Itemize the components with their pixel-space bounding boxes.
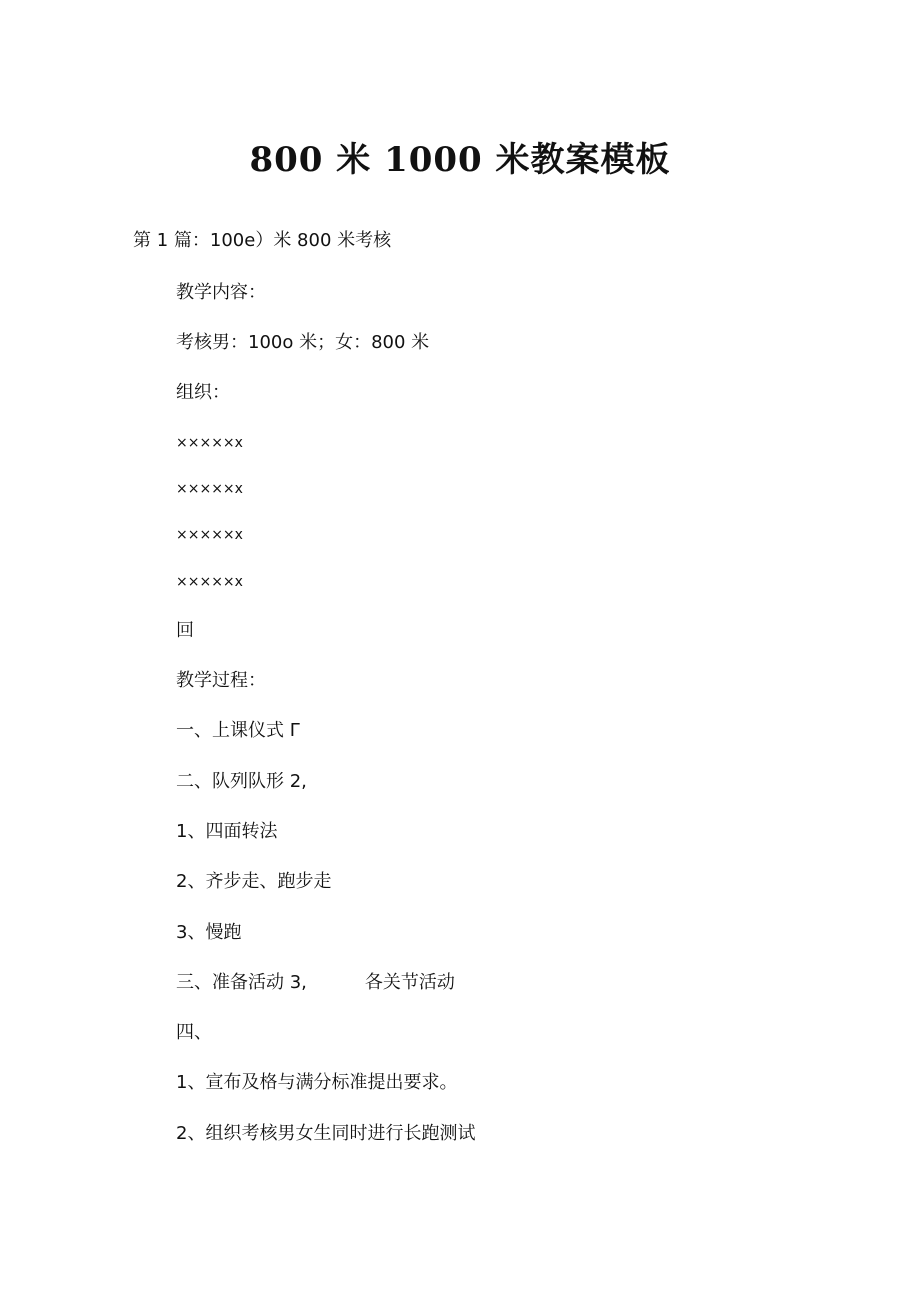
substep-jogging: 3、慢跑 <box>176 922 242 943</box>
step-opening-ceremony: 一、上课仪式 Γ <box>176 720 300 741</box>
substep-announce-standards: 1、宣布及格与满分标准提出要求。 <box>176 1072 458 1093</box>
formation-row: ×××××x <box>176 435 243 451</box>
step-four: 四、 <box>176 1022 212 1043</box>
formation-row: ×××××x <box>176 574 243 590</box>
warmup-note: 各关节活动 <box>364 972 455 993</box>
step-formation-drill: 二、队列队形 2, <box>176 771 307 792</box>
assessment-distance-line: 考核男：100o 米；女：800 米 <box>176 332 430 353</box>
warmup-label: 三、准备活动 3, <box>176 972 307 993</box>
substep-facing-turns: 1、四面转法 <box>176 821 278 842</box>
formation-row: ×××××x <box>176 481 243 497</box>
step-warmup <box>176 971 455 995</box>
section-heading: 第 1 篇：100e）米 800 米考核 <box>133 230 392 251</box>
teaching-content-label: 教学内容： <box>176 282 266 303</box>
teaching-process-label: 教学过程： <box>176 670 266 691</box>
substep-marching-running: 2、齐步走、跑步走 <box>176 871 332 892</box>
page-title: 800 米 1000 米教案模板 <box>249 140 671 180</box>
teacher-position-symbol: 回 <box>176 620 194 641</box>
organization-label: 组织： <box>176 382 230 403</box>
formation-row: ×××××x <box>176 527 243 543</box>
substep-organize-test: 2、组织考核男女生同时进行长跑测试 <box>176 1123 476 1144</box>
